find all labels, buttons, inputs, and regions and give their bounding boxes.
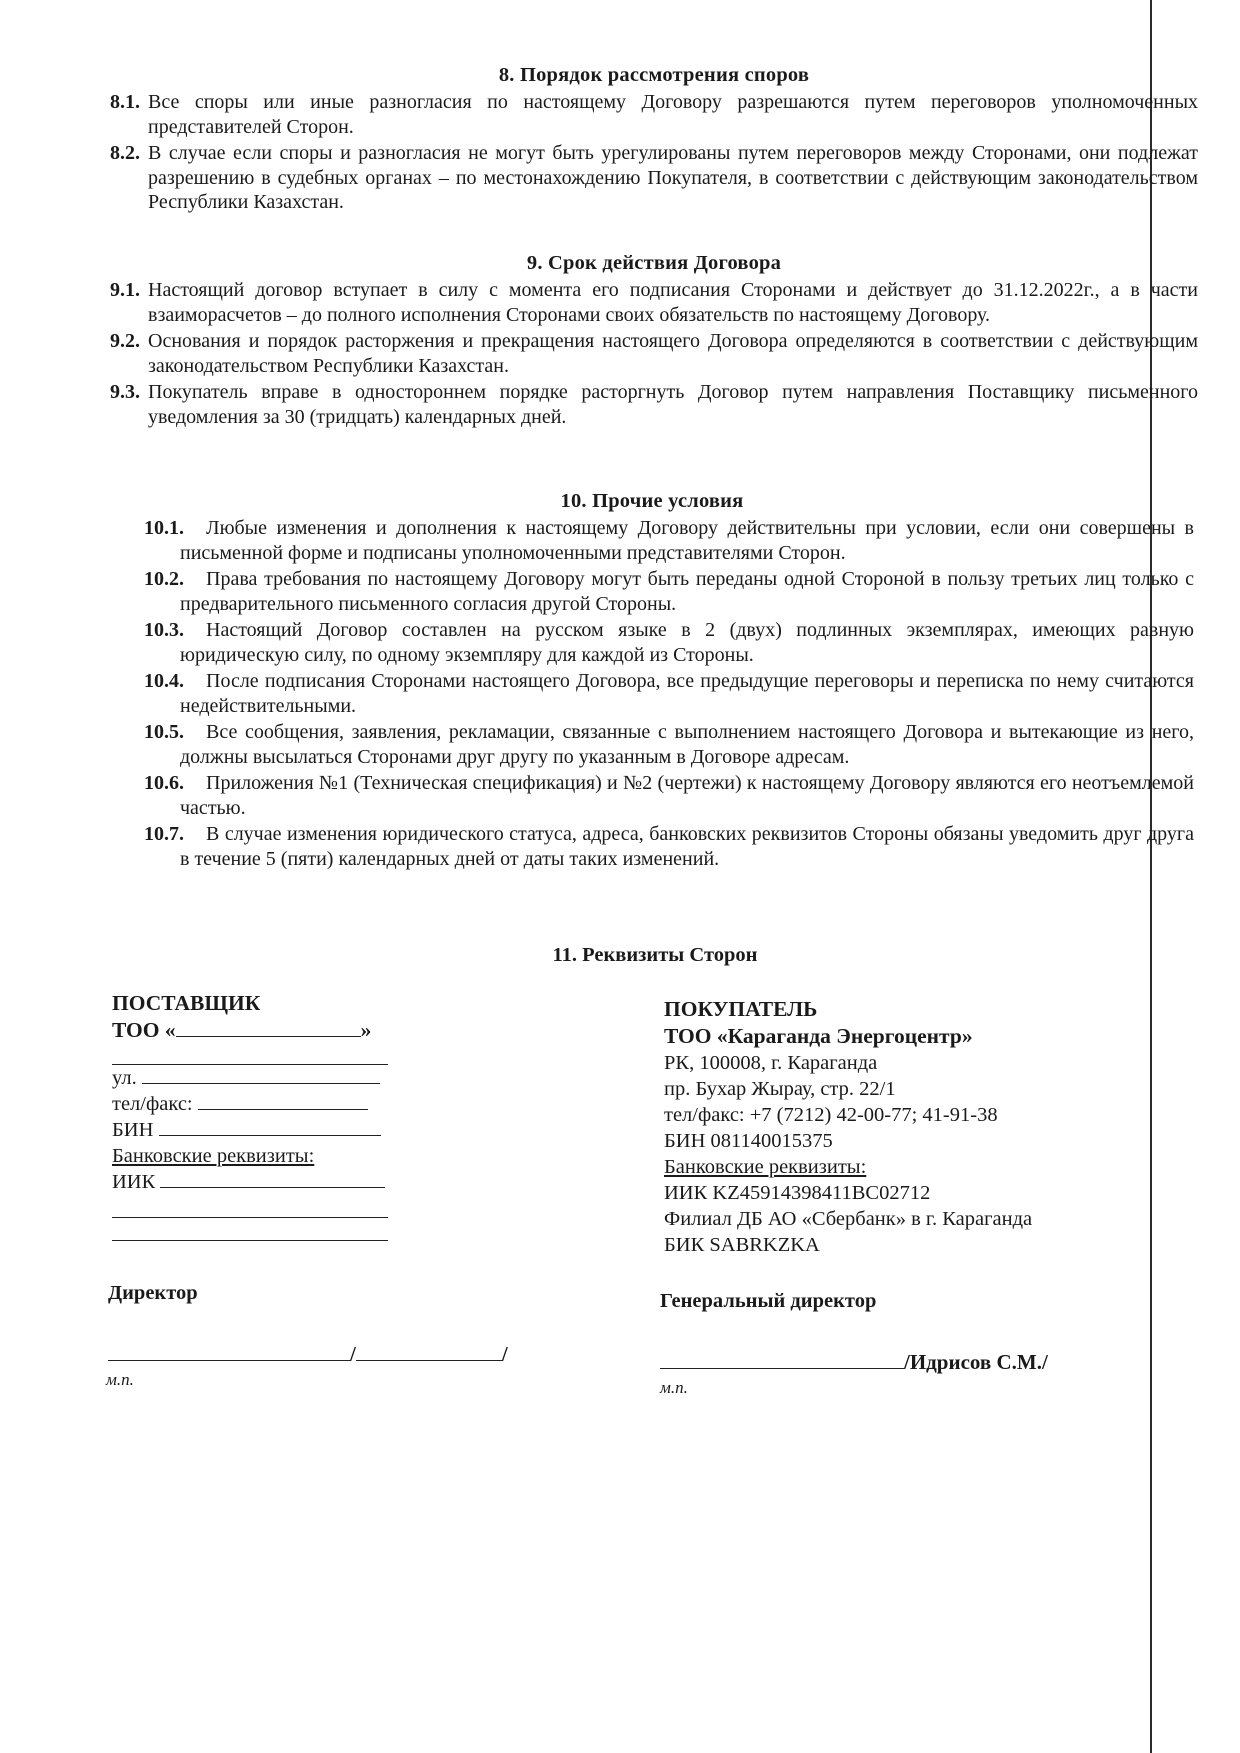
supplier-phone-blank[interactable]: [198, 1091, 368, 1110]
buyer-position: Генеральный директор: [660, 1290, 877, 1312]
clause-10-3: [144, 618, 1194, 667]
clause-number: 10.5.: [144, 721, 184, 743]
supplier-stamp-mark: м.п.: [106, 1370, 134, 1389]
supplier-iik-blank[interactable]: [160, 1169, 385, 1188]
supplier-company: [112, 1017, 412, 1044]
clause-text: Основания и порядок расторжения и прекращения настоящего Договора определяются в соответствии с действующим законодательством Республики Казахстан.: [148, 330, 1198, 377]
supplier-signature-blank[interactable]: [108, 1340, 350, 1361]
supplier-street-blank[interactable]: [142, 1065, 380, 1084]
clause-10-5: [144, 720, 1194, 769]
buyer-signatory-name: /Идрисов С.М./: [904, 1350, 1048, 1374]
clause-text: Настоящий договор вступает в силу с момента его подписания Сторонами и действует до 31.12.2022г., а в части взаиморасчетов – до полного исполнения Сторонами своих обязательств по настоящему Договору.: [148, 279, 1198, 326]
buyer-bin: БИН 081140015375: [664, 1130, 833, 1152]
supplier-company-suffix: »: [360, 1018, 372, 1042]
clause-10-2: [144, 567, 1194, 616]
buyer-company: ТОО «Караганда Энергоцентр»: [664, 1024, 973, 1048]
clause-10-6: [144, 771, 1194, 820]
supplier-phone-label: тел/факс:: [112, 1093, 193, 1115]
clause-number: 10.3.: [144, 619, 184, 641]
clause-8-2: [110, 141, 1198, 215]
supplier-bin-label: БИН: [112, 1119, 154, 1141]
clause-number: 9.3.: [110, 381, 140, 403]
section-11-title: 11. Реквизиты Сторон: [552, 944, 758, 966]
supplier-heading: ПОСТАВЩИК: [112, 991, 261, 1015]
buyer-details: [664, 996, 1164, 1258]
clause-text: После подписания Сторонами настоящего Договора, все предыдущие переговоры и переписка по нему считаются недействительными.: [180, 670, 1194, 717]
clause-9-3: [110, 380, 1198, 429]
clause-10-4: [144, 669, 1194, 718]
supplier-bank-label: Банковские реквизиты:: [112, 1145, 315, 1167]
clause-text: Права требования по настоящему Договору могут быть переданы одной Стороной в пользу третьих лиц только с предварительного письменного согласия другой Стороны.: [180, 568, 1194, 615]
clause-number: 9.2.: [110, 330, 140, 352]
section-8-title: 8. Порядок рассмотрения споров: [498, 64, 810, 86]
clause-text: Любые изменения и дополнения к настоящему Договору действительны при условии, если они совершены в письменной форме и подписаны уполномоченными представителями Сторон.: [180, 517, 1194, 564]
clause-number: 9.1.: [110, 279, 140, 301]
clause-text: Приложения №1 (Техническая спецификация) и №2 (чертежи) к настоящему Договору являются его неотъемлемой частью.: [180, 772, 1194, 819]
section-10: [144, 490, 1194, 873]
supplier-company-prefix: ТОО «: [112, 1018, 176, 1042]
clause-9-1: [110, 278, 1198, 327]
clause-8-1: [110, 90, 1198, 139]
supplier-name-blank[interactable]: [356, 1340, 502, 1361]
supplier-blank-line[interactable]: [112, 1044, 388, 1065]
clause-number: 10.7.: [144, 823, 184, 845]
buyer-heading: ПОКУПАТЕЛЬ: [664, 997, 818, 1021]
clause-10-7: [144, 822, 1194, 871]
clause-number: 8.1.: [110, 91, 140, 113]
signature-slash: /: [350, 1342, 356, 1366]
buyer-bik: БИК SABRKZKA: [664, 1234, 820, 1256]
clause-number: 10.4.: [144, 670, 184, 692]
section-9-title: 9. Срок действия Договора: [526, 252, 782, 274]
clause-number: 8.2.: [110, 142, 140, 164]
supplier-company-blank[interactable]: [176, 1018, 361, 1037]
buyer-bank-label: Банковские реквизиты:: [664, 1156, 867, 1178]
section-10-title: 10. Прочие условия: [560, 490, 744, 512]
buyer-signature-blank[interactable]: [660, 1348, 904, 1369]
clause-number: 10.2.: [144, 568, 184, 590]
clause-text: В случае изменения юридического статуса, адреса, банковских реквизитов Стороны обязаны уведомить друг друга в течение 5 (пяти) календарных дней от даты таких изменений.: [180, 823, 1194, 870]
signature-slash: /: [501, 1342, 508, 1366]
section-9: [110, 252, 1198, 431]
supplier-phone-row: [112, 1091, 412, 1117]
supplier-street-row: [112, 1065, 412, 1091]
supplier-position: Директор: [108, 1282, 198, 1304]
section-8: [110, 64, 1198, 217]
supplier-details: [112, 990, 412, 1241]
buyer-iik: ИИК KZ45914398411BC02712: [664, 1182, 931, 1204]
buyer-bank-name: Филиал ДБ АО «Сбербанк» в г. Караганда: [664, 1208, 1033, 1230]
supplier-street-label: ул.: [112, 1067, 137, 1089]
buyer-stamp-mark: м.п.: [660, 1378, 688, 1397]
supplier-iik-row: [112, 1169, 412, 1195]
supplier-blank-line[interactable]: [112, 1195, 388, 1218]
clause-text: Все сообщения, заявления, рекламации, связанные с выполнением настоящего Договора и вытекающие из него, должны высылаться Сторонами друг другу по указанным в Договоре адресам.: [180, 721, 1194, 768]
clause-text: В случае если споры и разногласия не могут быть урегулированы путем переговоров между Сторонами, они подлежат разрешению в судебных органах – по местонахождению Покупателя, в соответствии с действующим законодательством Республики Казахстан.: [148, 142, 1198, 213]
supplier-bin-blank[interactable]: [159, 1117, 381, 1136]
clause-10-1: [144, 516, 1194, 565]
supplier-bin-row: [112, 1117, 412, 1143]
buyer-address-line-2: пр. Бухар Жырау, стр. 22/1: [664, 1078, 896, 1100]
clause-number: 10.6.: [144, 772, 184, 794]
clause-text: Покупатель вправе в одностороннем порядке расторгнуть Договор путем направления Поставщику письменного уведомления за 30 (тридцать) календарных дней.: [148, 381, 1198, 428]
buyer-address-line-1: РК, 100008, г. Караганда: [664, 1052, 878, 1074]
clause-number: 10.1.: [144, 517, 184, 539]
supplier-blank-line[interactable]: [112, 1218, 388, 1241]
clause-9-2: [110, 329, 1198, 378]
buyer-signature-line: [660, 1348, 1048, 1375]
supplier-signature-line: [108, 1340, 508, 1367]
buyer-phone: тел/факс: +7 (7212) 42-00-77; 41-91-38: [664, 1104, 998, 1126]
clause-text: Все споры или иные разногласия по настоящему Договору разрешаются путем переговоров уполномоченных представителей Сторон.: [148, 91, 1198, 138]
clause-text: Настоящий Договор составлен на русском языке в 2 (двух) подлинных экземплярах, имеющих равную юридическую силу, по одному экземпляру для каждой из Стороны.: [180, 619, 1194, 666]
supplier-iik-label: ИИК: [112, 1171, 156, 1193]
